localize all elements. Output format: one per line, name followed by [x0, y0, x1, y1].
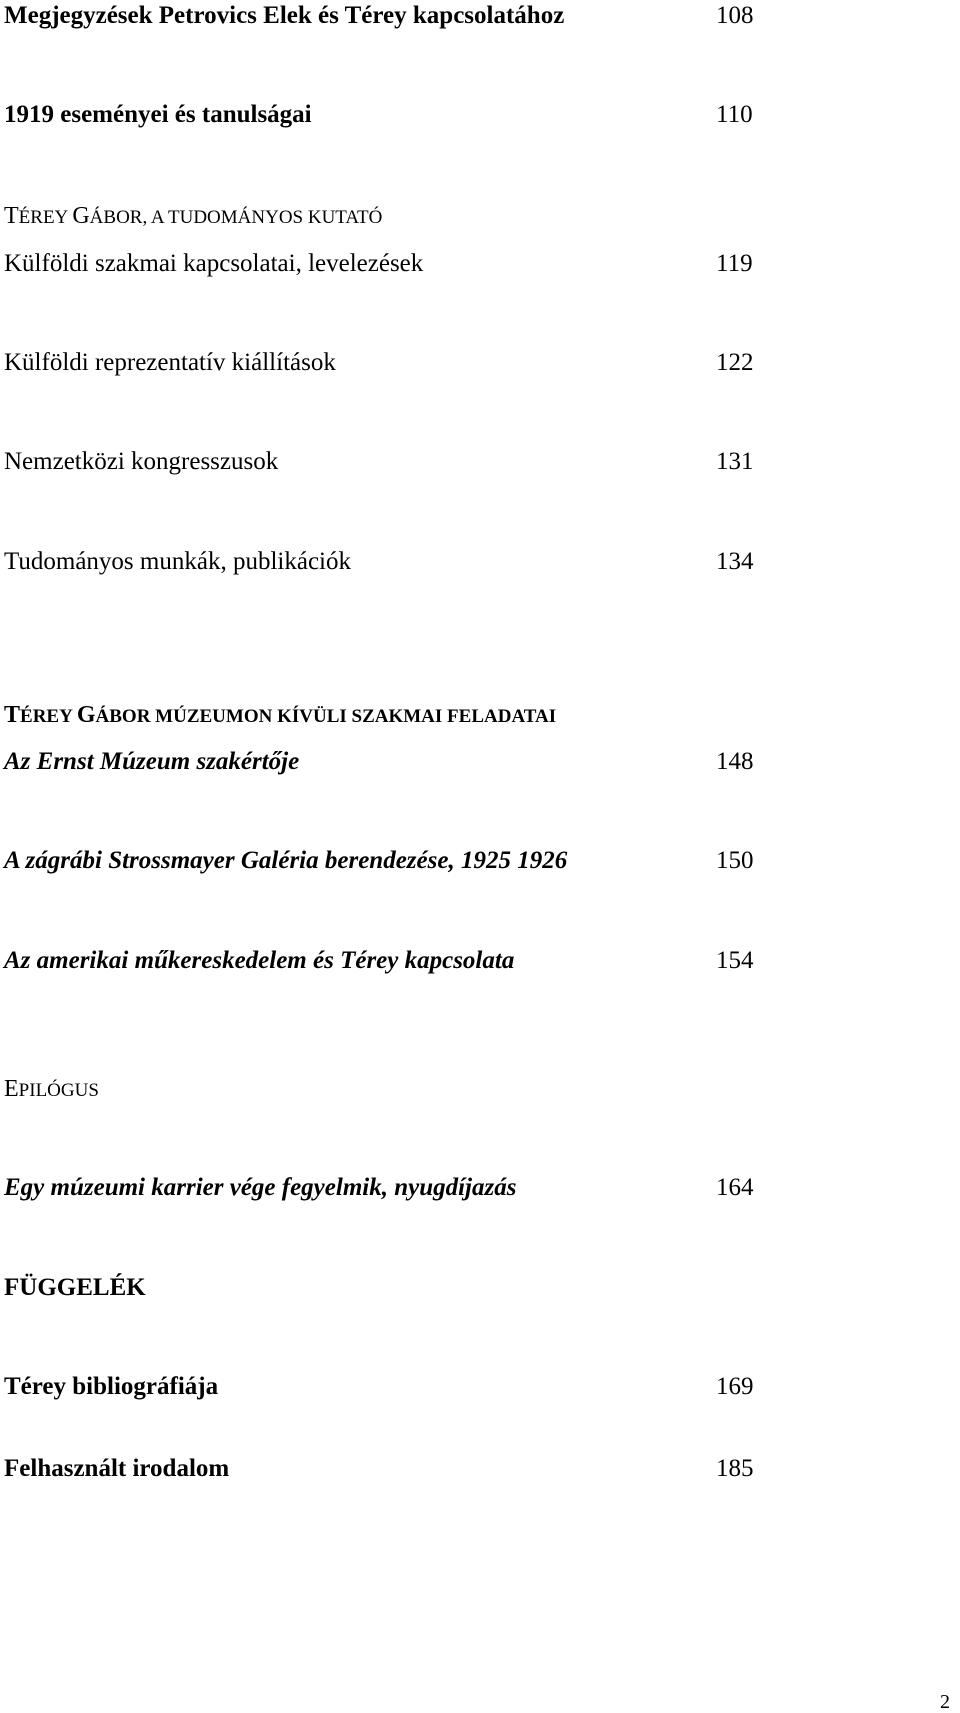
toc-entry	[4, 1453, 764, 1485]
toc-entry-title: A zágrábi Strossmayer Galéria berendezése, 1925 1926	[4, 847, 568, 874]
toc-entry	[4, 1172, 764, 1204]
section-heading-initial: T	[4, 203, 19, 229]
toc-entry-title: Külföldi szakmai kapcsolatai, levelezések	[4, 250, 424, 277]
toc-entry	[4, 945, 764, 977]
toc-entry-page: 154	[716, 947, 754, 974]
section-heading-rest: ÉREY	[20, 706, 77, 727]
toc-entry-page: 108	[716, 2, 754, 29]
toc-entry-title: Az amerikai műkereskedelem és Térey kapcsolata	[4, 947, 515, 974]
toc-entry-page: 119	[716, 250, 753, 277]
section-heading-rest: ÉREY	[18, 207, 73, 228]
toc-entry-title: 1919 eseményei és tanulságai	[4, 101, 312, 128]
toc-entry-title: Külföldi reprezentatív kiállítások	[4, 349, 336, 376]
toc-entry-page: 131	[716, 448, 754, 475]
toc-entry-title: Felhasznált irodalom	[4, 1455, 230, 1482]
toc-entry-page: 110	[716, 101, 753, 128]
toc-entry	[4, 0, 764, 32]
toc-entry-title: Térey bibliográfiája	[4, 1373, 219, 1400]
section-heading	[4, 1075, 99, 1103]
toc-entry-title: Egy múzeumi karrier vége fegyelmik, nyugdíjazás	[4, 1174, 517, 1201]
section-heading-initial: T	[4, 702, 21, 728]
toc-entry-page: 122	[716, 349, 754, 376]
page-number: 2	[940, 1691, 950, 1713]
toc-entry-page: 150	[716, 847, 754, 874]
section-heading-rest: ÁBOR, A TUDOMÁNYOS KUTATÓ	[89, 207, 383, 228]
toc-entry-page: 148	[716, 748, 754, 775]
toc-entry-title: Megjegyzések Petrovics Elek és Térey kapcsolatához	[4, 2, 565, 29]
section-heading-initial: G	[76, 702, 96, 728]
toc-entry-page: 169	[716, 1373, 754, 1400]
section-heading-initial: E	[4, 1076, 19, 1102]
toc-entry	[4, 99, 764, 131]
toc-entry	[4, 746, 764, 778]
section-heading	[4, 1272, 146, 1300]
toc-entry	[4, 1371, 764, 1403]
section-heading-title: FÜGGELÉK	[4, 1274, 146, 1301]
toc-entry-title: Nemzetközi kongresszusok	[4, 448, 279, 475]
toc-entry	[4, 446, 764, 478]
toc-entry-title: Az Ernst Múzeum szakértője	[4, 748, 300, 775]
toc-entry	[4, 546, 764, 578]
toc-entry-title: Tudományos munkák, publikációk	[4, 548, 351, 575]
toc-entry-page: 185	[716, 1455, 754, 1482]
toc-entry	[4, 248, 764, 280]
section-heading	[4, 701, 556, 729]
section-heading-rest: ÁBOR MÚZEUMON KÍVÜLI SZAKMAI FELADATAI	[95, 706, 557, 727]
section-heading	[4, 202, 382, 230]
toc-entry-page: 164	[716, 1174, 754, 1201]
section-heading-rest: PILÓGUS	[18, 1080, 99, 1101]
toc-entry	[4, 347, 764, 379]
section-heading-initial: G	[72, 203, 90, 229]
toc-entry	[4, 845, 764, 877]
toc-entry-page: 134	[716, 548, 754, 575]
